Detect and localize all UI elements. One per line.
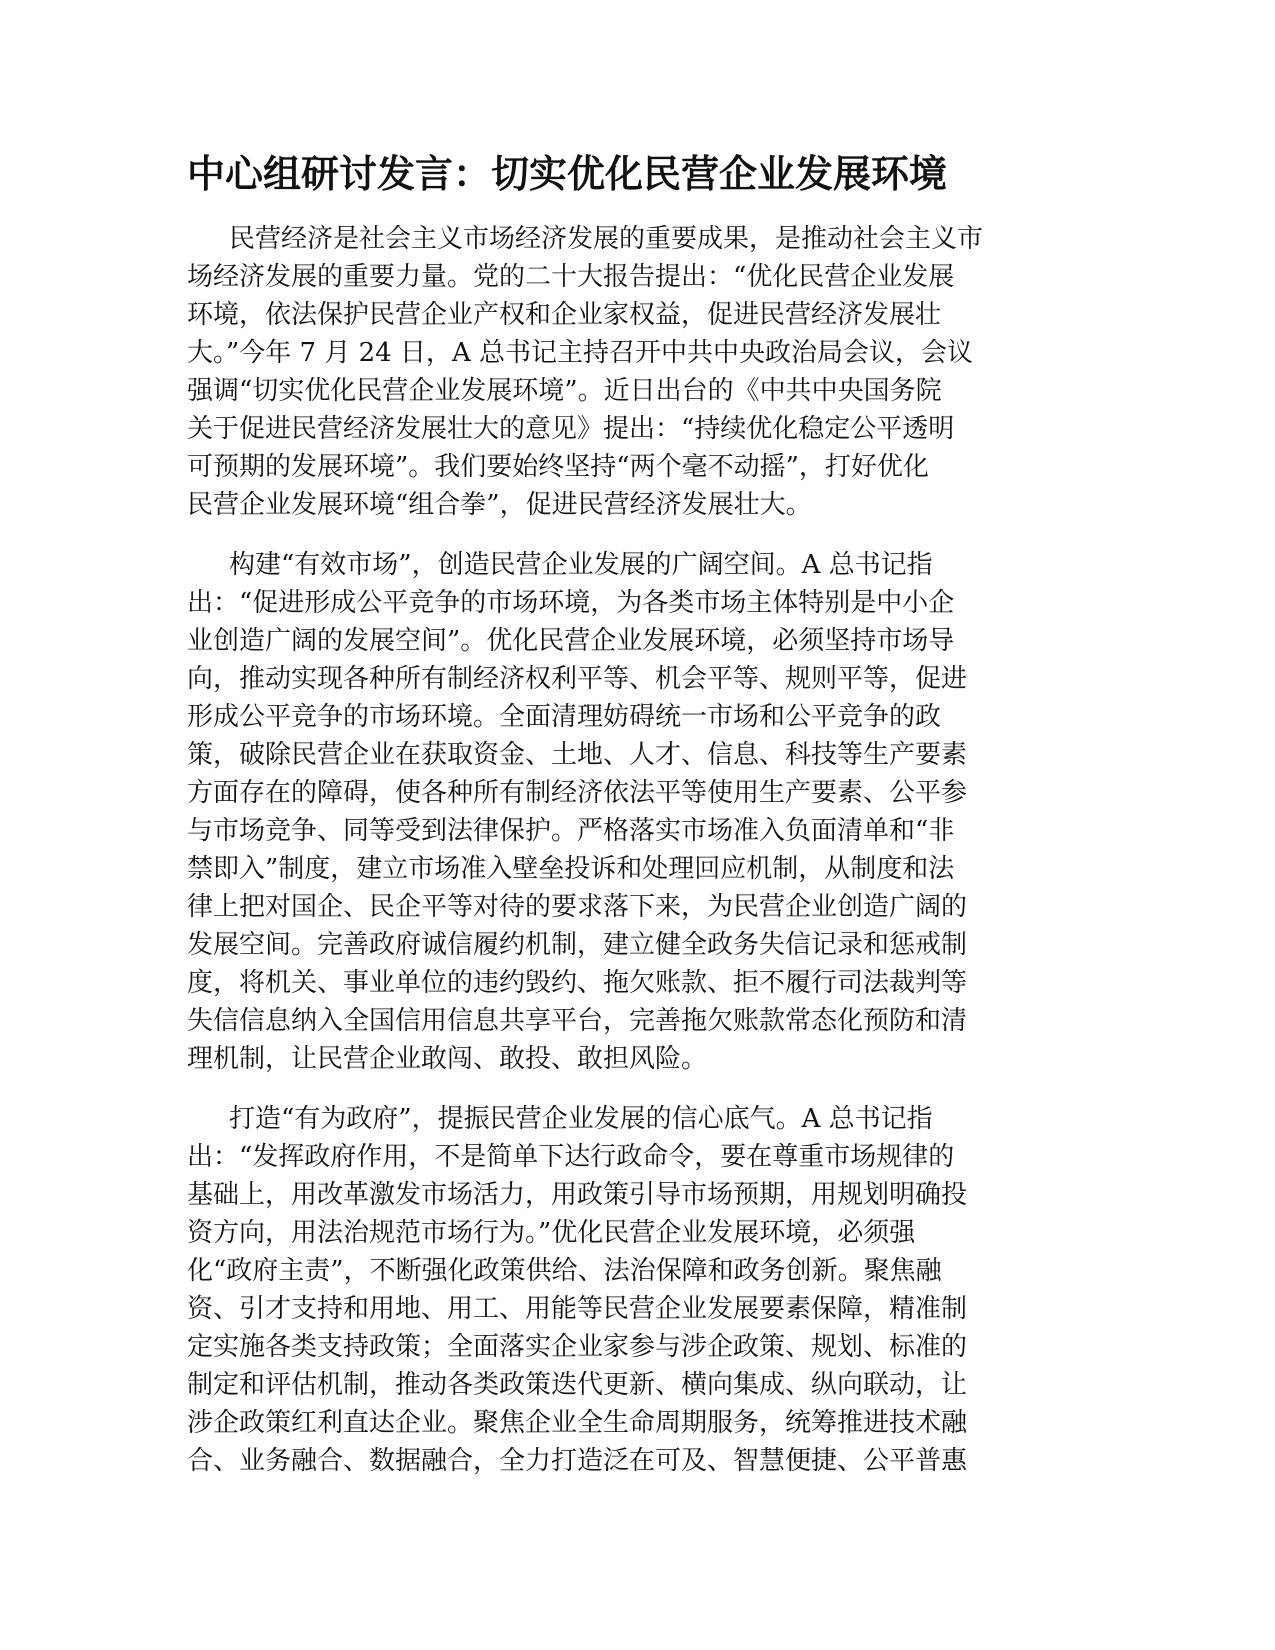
paragraph-line: 禁即入”制度，建立市场准入壁垒投诉和处理回应机制，从制度和法 xyxy=(187,854,955,884)
paragraph-line: 打造“有为政府”，提振民营企业发展的信心底气。A 总书记指 xyxy=(229,1104,933,1134)
paragraph-line: 民营企业发展环境“组合拳”，促进民营经济发展壮大。 xyxy=(187,490,812,520)
paragraph-line: 策，破除民营企业在获取资金、土地、人才、信息、科技等生产要素 xyxy=(187,740,968,770)
paragraph-line: 资方向，用法治规范市场行为。”优化民营企业发展环境，必须强 xyxy=(187,1218,916,1248)
paragraph-line: 形成公平竞争的市场环境。全面清理妨碍统一市场和公平竞争的政 xyxy=(187,702,942,732)
paragraph-line: 度，将机关、事业单位的违约毁约、拖欠账款、拒不履行司法裁判等 xyxy=(187,968,968,998)
paragraph-line: 与市场竞争、同等受到法律保护。严格落实市场准入负面清单和“非 xyxy=(187,816,955,846)
paragraph-intro xyxy=(187,220,1072,524)
paragraph-line: 资、引才支持和用地、用工、用能等民营企业发展要素保障，精准制 xyxy=(187,1294,968,1324)
paragraph-line: 出：“发挥政府作用，不是简单下达行政命令，要在尊重市场规律的 xyxy=(187,1142,955,1172)
document-body xyxy=(187,220,1072,1480)
paragraph-active-government xyxy=(187,1100,1072,1480)
paragraph-line: 强调“切实优化民营企业发展环境”。近日出台的《中共中央国务院 xyxy=(187,376,942,406)
paragraph-line: 定实施各类支持政策；全面落实企业家参与涉企政策、规划、标准的 xyxy=(187,1332,968,1362)
paragraph-line: 合、业务融合、数据融合，全力打造泛在可及、智慧便捷、公平普惠 xyxy=(187,1446,968,1476)
paragraph-line: 基础上，用改革激发市场活力，用政策引导市场预期，用规划明确投 xyxy=(187,1180,968,1210)
paragraph-line: 出：“促进形成公平竞争的市场环境，为各类市场主体特别是中小企 xyxy=(187,588,955,618)
paragraph-line: 理机制，让民营企业敢闯、敢投、敢担风险。 xyxy=(187,1044,708,1074)
paragraph-line: 环境，依法保护民营企业产权和企业家权益，促进民营经济发展壮 xyxy=(187,300,942,330)
paragraph-line: 失信信息纳入全国信用信息共享平台，完善拖欠账款常态化预防和清 xyxy=(187,1006,968,1036)
paragraph-line: 民营经济是社会主义市场经济发展的重要成果，是推动社会主义市 xyxy=(229,224,984,254)
paragraph-line: 发展空间。完善政府诚信履约机制，建立健全政务失信记录和惩戒制 xyxy=(187,930,968,960)
document-title: 中心组研讨发言：切实优化民营企业发展环境 xyxy=(187,152,948,196)
paragraph-line: 构建“有效市场”，创造民营企业发展的广阔空间。A 总书记指 xyxy=(229,550,933,580)
paragraph-line: 可预期的发展环境”。我们要始终坚持“两个毫不动摇”，打好优化 xyxy=(187,452,929,482)
paragraph-line: 关于促进民营经济发展壮大的意见》提出：“持续优化稳定公平透明 xyxy=(187,414,955,444)
document-page xyxy=(187,148,1072,1502)
paragraph-line: 涉企政策红利直达企业。聚焦企业全生命周期服务，统筹推进技术融 xyxy=(187,1408,968,1438)
paragraph-effective-market xyxy=(187,546,1072,1078)
paragraph-line: 律上把对国企、民企平等对待的要求落下来，为民营企业创造广阔的 xyxy=(187,892,968,922)
paragraph-line: 方面存在的障碍，使各种所有制经济依法平等使用生产要素、公平参 xyxy=(187,778,968,808)
paragraph-line: 化“政府主责”，不断强化政策供给、法治保障和政务创新。聚焦融 xyxy=(187,1256,942,1286)
paragraph-line: 大。”今年 7 月 24 日，A 总书记主持召开中共中央政治局会议，会议 xyxy=(187,338,974,368)
paragraph-line: 业创造广阔的发展空间”。优化民营企业发展环境，必须坚持市场导 xyxy=(187,626,955,656)
paragraph-line: 制定和评估机制，推动各类政策迭代更新、横向集成、纵向联动，让 xyxy=(187,1370,968,1400)
paragraph-line: 向，推动实现各种所有制经济权利平等、机会平等、规则平等，促进 xyxy=(187,664,968,694)
paragraph-line: 场经济发展的重要力量。党的二十大报告提出：“优化民营企业发展 xyxy=(187,262,955,292)
